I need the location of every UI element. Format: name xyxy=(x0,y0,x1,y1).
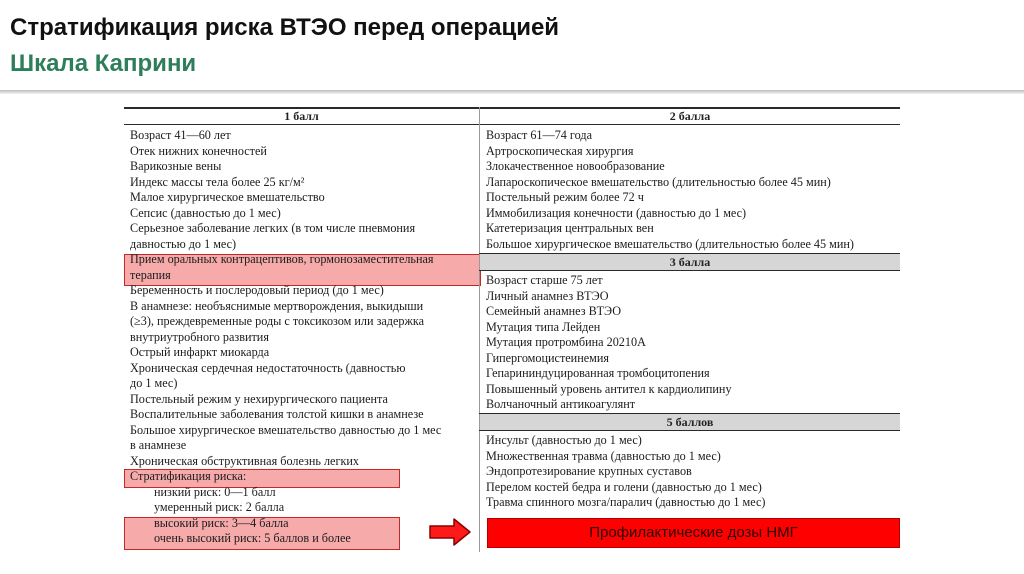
risk-level-moderate: умеренный риск: 2 балла xyxy=(154,500,285,514)
risk-level-low: низкий риск: 0—1 балл xyxy=(154,484,276,499)
three-points-list xyxy=(486,273,732,413)
title-divider xyxy=(0,90,1024,94)
caprini-table xyxy=(124,107,900,552)
list-item: Перелом костей бедра и голени (давностью до 1 мес) xyxy=(486,479,762,494)
slide-subtitle: Шкала Каприни xyxy=(10,50,197,77)
list-item: Большое хирургическое вмешательство давностью до 1 мес xyxy=(130,422,442,437)
header-one-point: 1 балл xyxy=(284,109,319,123)
list-item: Возраст 41—60 лет xyxy=(130,128,231,142)
list-item: Эндопротезирование крупных суставов xyxy=(486,464,692,478)
list-item: Гепарининдуцированная тромбоцитопения xyxy=(486,366,710,380)
right-arrow-icon xyxy=(428,517,472,547)
list-item: Большое хирургическое вмешательство (длительностью более 45 мин) xyxy=(486,236,854,251)
list-item: Личный анамнез ВТЭО xyxy=(486,288,609,303)
list-item: Хроническая обструктивная болезнь легких xyxy=(130,453,359,468)
list-item: Злокачественное новообразование xyxy=(486,159,665,173)
list-item: (≥3), преждевременные роды с токсикозом или задержка xyxy=(130,314,425,328)
list-item: Сепсис (давностью до 1 мес) xyxy=(130,205,281,220)
list-item: Множественная травма (давностью до 1 мес) xyxy=(486,448,721,463)
list-item: Отек нижних конечностей xyxy=(130,143,267,158)
list-item: Травма спинного мозга/паралич (давностью до 1 мес) xyxy=(486,495,766,509)
list-item: внутриутробного развития xyxy=(130,329,269,344)
list-item: Гипергомоцистеинемия xyxy=(486,350,609,365)
list-item: Повышенный уровень антител к кардиолипину xyxy=(486,381,732,396)
list-item: Острый инфаркт миокарда xyxy=(130,345,270,359)
list-item: Беременность и послеродовый период (до 1 мес) xyxy=(130,283,384,297)
list-item: Возраст 61—74 года xyxy=(486,128,592,142)
list-item: в анамнезе xyxy=(130,438,187,452)
list-item: Иммобилизация конечности (давностью до 1 мес) xyxy=(486,205,747,220)
stratification-heading: Стратификация риска: xyxy=(130,469,247,483)
list-item: Инсульт (давностью до 1 мес) xyxy=(486,433,642,447)
list-item: давностью до 1 мес) xyxy=(130,236,237,251)
header-five-points: 5 баллов xyxy=(480,414,900,430)
list-item: Лапароскопическое вмешательство (длительностью более 45 мин) xyxy=(486,174,831,189)
list-item: Серьезное заболевание легких (в том числе пневмония xyxy=(130,221,416,235)
list-item: Возраст старше 75 лет xyxy=(486,273,603,287)
list-item: Индекс массы тела более 25 кг/м² xyxy=(130,174,305,189)
list-item: Постельный режим более 72 ч xyxy=(486,190,644,204)
list-item: Хроническая сердечная недостаточность (давностью xyxy=(130,360,406,375)
list-item: Мутация протромбина 20210A xyxy=(486,335,646,349)
five-points-bottom-rule xyxy=(479,430,900,431)
header-rule xyxy=(124,124,900,125)
five-points-list xyxy=(486,433,765,511)
header-two-points: 2 балла xyxy=(669,109,711,123)
list-item: Артроскопическая хирургия xyxy=(486,143,634,158)
list-item: В анамнезе: необъяснимые мертворождения, выкидыши xyxy=(130,298,424,313)
prophylactic-dose-banner: Профилактические дозы НМГ xyxy=(487,518,900,548)
header-three-points: 3 балла xyxy=(480,254,900,270)
risk-level-high: высокий риск: 3—4 балла xyxy=(154,515,289,530)
risk-level-very-high: очень высокий риск: 5 баллов и более xyxy=(154,531,351,545)
column-divider xyxy=(479,107,480,552)
list-item: Постельный режим у нехирургического пациента xyxy=(130,391,388,406)
list-item: Варикозные вены xyxy=(130,159,222,173)
three-points-bottom-rule xyxy=(479,270,900,271)
list-item: Катетеризация центральных вен xyxy=(486,221,654,235)
list-item: Семейный анамнез ВТЭО xyxy=(486,304,622,318)
list-item: Прием оральных контрацептивов, гормонозаместительная xyxy=(130,252,434,266)
one-point-list xyxy=(130,128,441,547)
list-item: Волчаночный антикоагулянт xyxy=(486,397,636,411)
two-points-list xyxy=(486,128,854,252)
list-item: Мутация типа Лейден xyxy=(486,319,601,334)
list-item: до 1 мес) xyxy=(130,376,178,390)
list-item: Малое хирургическое вмешательство xyxy=(130,190,325,204)
slide-title: Стратификация риска ВТЭО перед операцией xyxy=(10,14,560,41)
list-item: терапия xyxy=(130,267,171,282)
list-item: Воспалительные заболевания толстой кишки в анамнезе xyxy=(130,407,424,421)
